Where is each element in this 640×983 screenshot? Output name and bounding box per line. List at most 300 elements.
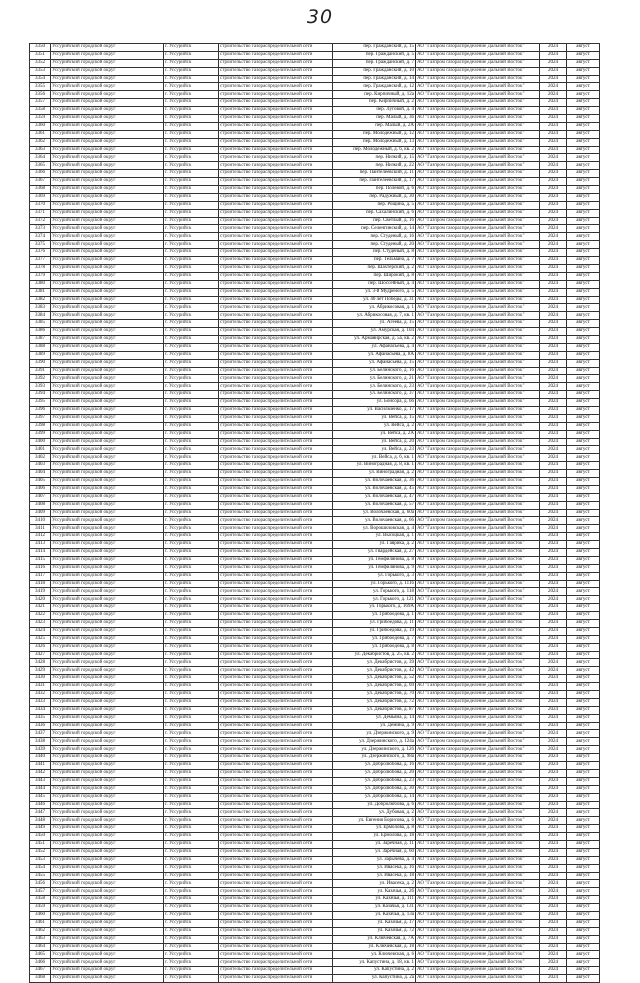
city-cell: г. Уссурийск	[164, 130, 219, 138]
row-number-cell: 3363	[30, 146, 51, 154]
row-number-cell: 3354	[30, 75, 51, 83]
work-type-cell: строительство газораспределительной сети	[219, 320, 333, 328]
year-cell: 2024	[540, 288, 567, 296]
work-type-cell: строительство газораспределительной сети	[219, 517, 333, 525]
year-cell: 2024	[540, 138, 567, 146]
organization-cell: АО "Газпром газораспределение Дальний Восток"	[416, 454, 540, 462]
table-row	[30, 249, 600, 257]
row-number-cell: 3431	[30, 683, 51, 691]
district-cell: Уссурийский городской округ	[51, 446, 164, 454]
row-number-cell: 3419	[30, 588, 51, 596]
table-row	[30, 651, 600, 659]
district-cell: Уссурийский городской округ	[51, 91, 164, 99]
work-type-cell: строительство газораспределительной сети	[219, 383, 333, 391]
work-type-cell: строительство газораспределительной сети	[219, 501, 333, 509]
address-cell: ул. Евгения Борисова, д. 6	[333, 817, 416, 825]
address-cell: ул. Абрикосовая, д. 7, кв. 1	[333, 312, 416, 320]
city-cell: г. Уссурийск	[164, 367, 219, 375]
district-cell: Уссурийский городской округ	[51, 762, 164, 770]
city-cell: г. Уссурийск	[164, 509, 219, 517]
organization-cell: АО "Газпром газораспределение Дальний Восток"	[416, 738, 540, 746]
district-cell: Уссурийский городской округ	[51, 146, 164, 154]
row-number-cell: 3392	[30, 375, 51, 383]
organization-cell: АО "Газпром газораспределение Дальний Восток"	[416, 833, 540, 841]
district-cell: Уссурийский городской округ	[51, 501, 164, 509]
month-cell: август	[567, 162, 600, 170]
table-row	[30, 146, 600, 154]
district-cell: Уссурийский городской округ	[51, 785, 164, 793]
district-cell: Уссурийский городской округ	[51, 51, 164, 59]
city-cell: г. Уссурийск	[164, 91, 219, 99]
address-cell: ул. Зарычева, д. 4	[333, 856, 416, 864]
address-cell: ул. Абрикосовая, д. 1	[333, 304, 416, 312]
district-cell: Уссурийский городской округ	[51, 959, 164, 967]
work-type-cell: строительство газораспределительной сети	[219, 107, 333, 115]
address-cell: ул. Волочаевская, д. 36	[333, 477, 416, 485]
year-cell: 2024	[540, 217, 567, 225]
month-cell: август	[567, 288, 600, 296]
organization-cell: АО "Газпром газораспределение Дальний Восток"	[416, 422, 540, 430]
city-cell: г. Уссурийск	[164, 328, 219, 336]
city-cell: г. Уссурийск	[164, 943, 219, 951]
year-cell: 2024	[540, 99, 567, 107]
work-type-cell: строительство газораспределительной сети	[219, 683, 333, 691]
row-number-cell: 3461	[30, 919, 51, 927]
address-cell: ул. Грибоедова, д. 1	[333, 612, 416, 620]
row-number-cell: 3358	[30, 107, 51, 115]
work-type-cell: строительство газораспределительной сети	[219, 367, 333, 375]
month-cell: август	[567, 115, 600, 123]
city-cell: г. Уссурийск	[164, 162, 219, 170]
table-row	[30, 414, 600, 422]
work-type-cell: строительство газораспределительной сети	[219, 604, 333, 612]
row-number-cell: 3381	[30, 288, 51, 296]
district-cell: Уссурийский городской округ	[51, 178, 164, 186]
month-cell: август	[567, 335, 600, 343]
month-cell: август	[567, 422, 600, 430]
table-row	[30, 730, 600, 738]
year-cell: 2024	[540, 130, 567, 138]
organization-cell: АО "Газпром газораспределение Дальний Восток"	[416, 130, 540, 138]
organization-cell: АО "Газпром газораспределение Дальний Восток"	[416, 667, 540, 675]
district-cell: Уссурийский городской округ	[51, 904, 164, 912]
row-number-cell: 3384	[30, 312, 51, 320]
work-type-cell: строительство газораспределительной сети	[219, 351, 333, 359]
month-cell: август	[567, 438, 600, 446]
district-cell: Уссурийский городской округ	[51, 848, 164, 856]
year-cell: 2024	[540, 383, 567, 391]
work-type-cell: строительство газораспределительной сети	[219, 91, 333, 99]
work-type-cell: строительство газораспределительной сети	[219, 170, 333, 178]
organization-cell: АО "Газпром газораспределение Дальний Восток"	[416, 706, 540, 714]
city-cell: г. Уссурийск	[164, 288, 219, 296]
district-cell: Уссурийский городской округ	[51, 801, 164, 809]
row-number-cell: 3385	[30, 320, 51, 328]
month-cell: август	[567, 904, 600, 912]
month-cell: август	[567, 209, 600, 217]
organization-cell: АО "Газпром газораспределение Дальний Восток"	[416, 375, 540, 383]
row-number-cell: 3441	[30, 762, 51, 770]
work-type-cell: строительство газораспределительной сети	[219, 406, 333, 414]
organization-cell: АО "Газпром газораспределение Дальний Восток"	[416, 51, 540, 59]
city-cell: г. Уссурийск	[164, 975, 219, 983]
organization-cell: АО "Газпром газораспределение Дальний Восток"	[416, 304, 540, 312]
table-row	[30, 856, 600, 864]
year-cell: 2024	[540, 335, 567, 343]
table-row	[30, 809, 600, 817]
address-cell: ул. Капустина, д. 2	[333, 967, 416, 975]
month-cell: август	[567, 75, 600, 83]
row-number-cell: 3391	[30, 367, 51, 375]
table-row	[30, 769, 600, 777]
row-number-cell: 3351	[30, 51, 51, 59]
work-type-cell: строительство газораспределительной сети	[219, 651, 333, 659]
city-cell: г. Уссурийск	[164, 659, 219, 667]
row-number-cell: 3445	[30, 793, 51, 801]
organization-cell: АО "Газпром газораспределение Дальний Восток"	[416, 785, 540, 793]
work-type-cell: строительство газораспределительной сети	[219, 880, 333, 888]
work-type-cell: строительство газораспределительной сети	[219, 201, 333, 209]
month-cell: август	[567, 217, 600, 225]
table-row	[30, 107, 600, 115]
district-cell: Уссурийский городской округ	[51, 549, 164, 557]
organization-cell: АО "Газпром газораспределение Дальний Восток"	[416, 485, 540, 493]
city-cell: г. Уссурийск	[164, 422, 219, 430]
city-cell: г. Уссурийск	[164, 525, 219, 533]
city-cell: г. Уссурийск	[164, 793, 219, 801]
row-number-cell: 3439	[30, 746, 51, 754]
organization-cell: АО "Газпром газораспределение Дальний Восток"	[416, 367, 540, 375]
row-number-cell: 3444	[30, 785, 51, 793]
work-type-cell: строительство газораспределительной сети	[219, 391, 333, 399]
work-type-cell: строительство газораспределительной сети	[219, 249, 333, 257]
city-cell: г. Уссурийск	[164, 627, 219, 635]
work-type-cell: строительство газораспределительной сети	[219, 122, 333, 130]
year-cell: 2024	[540, 975, 567, 983]
month-cell: август	[567, 462, 600, 470]
address-cell: пер. Малый, д. 3б	[333, 115, 416, 123]
month-cell: август	[567, 391, 600, 399]
work-type-cell: строительство газораспределительной сети	[219, 777, 333, 785]
year-cell: 2024	[540, 83, 567, 91]
year-cell: 2024	[540, 967, 567, 975]
month-cell: август	[567, 864, 600, 872]
address-cell: пер. Студеный, д. 8	[333, 249, 416, 257]
organization-cell: АО "Газпром газораспределение Дальний Восток"	[416, 698, 540, 706]
table-row	[30, 399, 600, 407]
district-cell: Уссурийский городской округ	[51, 359, 164, 367]
month-cell: август	[567, 233, 600, 241]
row-number-cell: 3453	[30, 856, 51, 864]
month-cell: август	[567, 430, 600, 438]
month-cell: август	[567, 706, 600, 714]
month-cell: август	[567, 509, 600, 517]
year-cell: 2024	[540, 414, 567, 422]
year-cell: 2024	[540, 896, 567, 904]
work-type-cell: строительство газораспределительной сети	[219, 864, 333, 872]
row-number-cell: 3377	[30, 257, 51, 265]
address-cell: ул. Вейса, д. 20	[333, 438, 416, 446]
organization-cell: АО "Газпром газораспределение Дальний Восток"	[416, 477, 540, 485]
address-cell: ул. Декабристов, д. 87	[333, 706, 416, 714]
organization-cell: АО "Газпром газораспределение Дальний Восток"	[416, 588, 540, 596]
row-number-cell: 3464	[30, 943, 51, 951]
year-cell: 2024	[540, 643, 567, 651]
district-cell: Уссурийский городской округ	[51, 115, 164, 123]
table-row	[30, 746, 600, 754]
work-type-cell: строительство газораспределительной сети	[219, 840, 333, 848]
table-row	[30, 951, 600, 959]
city-cell: г. Уссурийск	[164, 201, 219, 209]
table-row	[30, 438, 600, 446]
address-cell: пер. Сахалинский, д. 6	[333, 209, 416, 217]
year-cell: 2024	[540, 44, 567, 52]
row-number-cell: 3404	[30, 470, 51, 478]
month-cell: август	[567, 99, 600, 107]
city-cell: г. Уссурийск	[164, 446, 219, 454]
city-cell: г. Уссурийск	[164, 556, 219, 564]
page-number: 30	[306, 6, 334, 28]
organization-cell: АО "Газпром газораспределение Дальний Восток"	[416, 406, 540, 414]
table-row	[30, 493, 600, 501]
work-type-cell: строительство газораспределительной сети	[219, 399, 333, 407]
year-cell: 2024	[540, 627, 567, 635]
organization-cell: АО "Газпром газораспределение Дальний Восток"	[416, 848, 540, 856]
row-number-cell: 3447	[30, 809, 51, 817]
table-row	[30, 833, 600, 841]
year-cell: 2024	[540, 754, 567, 762]
table-row	[30, 801, 600, 809]
organization-cell: АО "Газпром газораспределение Дальний Восток"	[416, 335, 540, 343]
address-cell: ул. Добролюбова, д. 6	[333, 801, 416, 809]
address-cell: пер. Молодежный, д. 12	[333, 130, 416, 138]
table-row	[30, 635, 600, 643]
address-cell: ул. Армавирская, д. 5а, кв. 2	[333, 335, 416, 343]
row-number-cell: 3362	[30, 138, 51, 146]
month-cell: август	[567, 146, 600, 154]
work-type-cell: строительство газораспределительной сети	[219, 257, 333, 265]
address-cell: пер. Гражданский, д. 7	[333, 59, 416, 67]
address-cell: пер. Пантелеевский, д. 17	[333, 178, 416, 186]
address-cell: пер. Студеный, д. 20	[333, 241, 416, 249]
month-cell: август	[567, 178, 600, 186]
work-type-cell: строительство газораспределительной сети	[219, 698, 333, 706]
district-cell: Уссурийский городской округ	[51, 880, 164, 888]
year-cell: 2024	[540, 880, 567, 888]
city-cell: г. Уссурийск	[164, 383, 219, 391]
district-cell: Уссурийский городской округ	[51, 793, 164, 801]
table-row	[30, 335, 600, 343]
city-cell: г. Уссурийск	[164, 343, 219, 351]
month-cell: август	[567, 833, 600, 841]
table-row	[30, 241, 600, 249]
table-row	[30, 683, 600, 691]
month-cell: август	[567, 651, 600, 659]
table-row	[30, 209, 600, 217]
district-cell: Уссурийский городской округ	[51, 675, 164, 683]
organization-cell: АО "Газпром газораспределение Дальний Восток"	[416, 730, 540, 738]
year-cell: 2024	[540, 115, 567, 123]
organization-cell: АО "Газпром газораспределение Дальний Восток"	[416, 525, 540, 533]
row-number-cell: 3379	[30, 272, 51, 280]
table-row	[30, 470, 600, 478]
work-type-cell: строительство газораспределительной сети	[219, 911, 333, 919]
table-row	[30, 193, 600, 201]
district-cell: Уссурийский городской округ	[51, 422, 164, 430]
district-cell: Уссурийский городской округ	[51, 769, 164, 777]
work-type-cell: строительство газораспределительной сети	[219, 801, 333, 809]
table-row	[30, 762, 600, 770]
address-cell: ул. Заречная, д. 11	[333, 840, 416, 848]
city-cell: г. Уссурийск	[164, 541, 219, 549]
organization-cell: АО "Газпром газораспределение Дальний Восток"	[416, 596, 540, 604]
month-cell: август	[567, 793, 600, 801]
work-type-cell: строительство газораспределительной сети	[219, 272, 333, 280]
city-cell: г. Уссурийск	[164, 935, 219, 943]
year-cell: 2024	[540, 809, 567, 817]
district-cell: Уссурийский городской округ	[51, 67, 164, 75]
address-cell: пер. Гражданский, д. 12	[333, 83, 416, 91]
table-row	[30, 178, 600, 186]
row-number-cell: 3436	[30, 722, 51, 730]
organization-cell: АО "Газпром газораспределение Дальний Восток"	[416, 359, 540, 367]
row-number-cell: 3364	[30, 154, 51, 162]
organization-cell: АО "Газпром газораспределение Дальний Восток"	[416, 225, 540, 233]
work-type-cell: строительство газораспределительной сети	[219, 746, 333, 754]
year-cell: 2024	[540, 75, 567, 83]
district-cell: Уссурийский городской округ	[51, 588, 164, 596]
city-cell: г. Уссурийск	[164, 604, 219, 612]
organization-cell: АО "Газпром газораспределение Дальний Восток"	[416, 75, 540, 83]
city-cell: г. Уссурийск	[164, 911, 219, 919]
row-number-cell: 3372	[30, 217, 51, 225]
city-cell: г. Уссурийск	[164, 927, 219, 935]
address-cell: ул. Ключевская, д. 18	[333, 943, 416, 951]
work-type-cell: строительство газораспределительной сети	[219, 730, 333, 738]
year-cell: 2024	[540, 801, 567, 809]
row-number-cell: 3393	[30, 383, 51, 391]
city-cell: г. Уссурийск	[164, 888, 219, 896]
table-row	[30, 217, 600, 225]
work-type-cell: строительство газораспределительной сети	[219, 146, 333, 154]
organization-cell: АО "Газпром газораспределение Дальний Восток"	[416, 635, 540, 643]
organization-cell: АО "Газпром газораспределение Дальний Восток"	[416, 122, 540, 130]
year-cell: 2024	[540, 485, 567, 493]
year-cell: 2024	[540, 667, 567, 675]
organization-cell: АО "Газпром газораспределение Дальний Восток"	[416, 533, 540, 541]
year-cell: 2024	[540, 620, 567, 628]
year-cell: 2024	[540, 762, 567, 770]
district-cell: Уссурийский городской округ	[51, 477, 164, 485]
month-cell: август	[567, 691, 600, 699]
year-cell: 2024	[540, 399, 567, 407]
district-cell: Уссурийский городской округ	[51, 746, 164, 754]
row-number-cell: 3373	[30, 225, 51, 233]
month-cell: август	[567, 643, 600, 651]
table-row	[30, 485, 600, 493]
month-cell: август	[567, 754, 600, 762]
table-row	[30, 383, 600, 391]
month-cell: август	[567, 67, 600, 75]
month-cell: август	[567, 343, 600, 351]
year-cell: 2024	[540, 233, 567, 241]
address-cell: ул. Дзержинского, д. 124а	[333, 738, 416, 746]
year-cell: 2024	[540, 864, 567, 872]
year-cell: 2024	[540, 777, 567, 785]
month-cell: август	[567, 59, 600, 67]
work-type-cell: строительство газораспределительной сети	[219, 438, 333, 446]
district-cell: Уссурийский городской округ	[51, 840, 164, 848]
month-cell: август	[567, 840, 600, 848]
work-type-cell: строительство газораспределительной сети	[219, 580, 333, 588]
row-number-cell: 3449	[30, 825, 51, 833]
year-cell: 2024	[540, 848, 567, 856]
district-cell: Уссурийский городской округ	[51, 596, 164, 604]
table-row	[30, 170, 600, 178]
table-row	[30, 201, 600, 209]
table-row	[30, 91, 600, 99]
district-cell: Уссурийский городской округ	[51, 399, 164, 407]
organization-cell: АО "Газпром газораспределение Дальний Восток"	[416, 659, 540, 667]
work-type-cell: строительство газораспределительной сети	[219, 477, 333, 485]
address-cell: ул. 40 лет Победы, д. 31	[333, 296, 416, 304]
year-cell: 2024	[540, 328, 567, 336]
year-cell: 2024	[540, 714, 567, 722]
row-number-cell: 3426	[30, 643, 51, 651]
table-row	[30, 154, 600, 162]
district-cell: Уссурийский городской округ	[51, 320, 164, 328]
month-cell: август	[567, 533, 600, 541]
city-cell: г. Уссурийск	[164, 249, 219, 257]
city-cell: г. Уссурийск	[164, 698, 219, 706]
table-row	[30, 280, 600, 288]
table-row	[30, 359, 600, 367]
address-cell: ул. Вейса, д. 23	[333, 446, 416, 454]
organization-cell: АО "Газпром газораспределение Дальний Восток"	[416, 762, 540, 770]
address-cell: ул. Добролюбова, д. 16	[333, 762, 416, 770]
row-number-cell: 3399	[30, 430, 51, 438]
district-cell: Уссурийский городской округ	[51, 864, 164, 872]
address-cell: ул. Ивасека, д. 18	[333, 872, 416, 880]
city-cell: г. Уссурийск	[164, 375, 219, 383]
organization-cell: АО "Газпром газораспределение Дальний Восток"	[416, 967, 540, 975]
organization-cell: АО "Газпром газораспределение Дальний Восток"	[416, 154, 540, 162]
table-row	[30, 312, 600, 320]
city-cell: г. Уссурийск	[164, 438, 219, 446]
year-cell: 2024	[540, 888, 567, 896]
city-cell: г. Уссурийск	[164, 115, 219, 123]
work-type-cell: строительство газораспределительной сети	[219, 675, 333, 683]
row-number-cell: 3400	[30, 438, 51, 446]
address-cell: ул. Добролюбова, д. 14	[333, 793, 416, 801]
organization-cell: АО "Газпром газораспределение Дальний Восток"	[416, 675, 540, 683]
row-number-cell: 3361	[30, 130, 51, 138]
organization-cell: АО "Газпром газораспределение Дальний Восток"	[416, 351, 540, 359]
year-cell: 2024	[540, 454, 567, 462]
year-cell: 2024	[540, 959, 567, 967]
year-cell: 2024	[540, 249, 567, 257]
city-cell: г. Уссурийск	[164, 193, 219, 201]
table-row	[30, 272, 600, 280]
work-type-cell: строительство газораспределительной сети	[219, 75, 333, 83]
district-cell: Уссурийский городской округ	[51, 367, 164, 375]
address-cell: ул. Ключевская, д. 7А	[333, 935, 416, 943]
month-cell: август	[567, 446, 600, 454]
work-type-cell: строительство газораспределительной сети	[219, 67, 333, 75]
address-cell: ул. Волочаевская, д. 57	[333, 501, 416, 509]
address-cell: ул. Декабристов, д. 39	[333, 659, 416, 667]
year-cell: 2024	[540, 493, 567, 501]
